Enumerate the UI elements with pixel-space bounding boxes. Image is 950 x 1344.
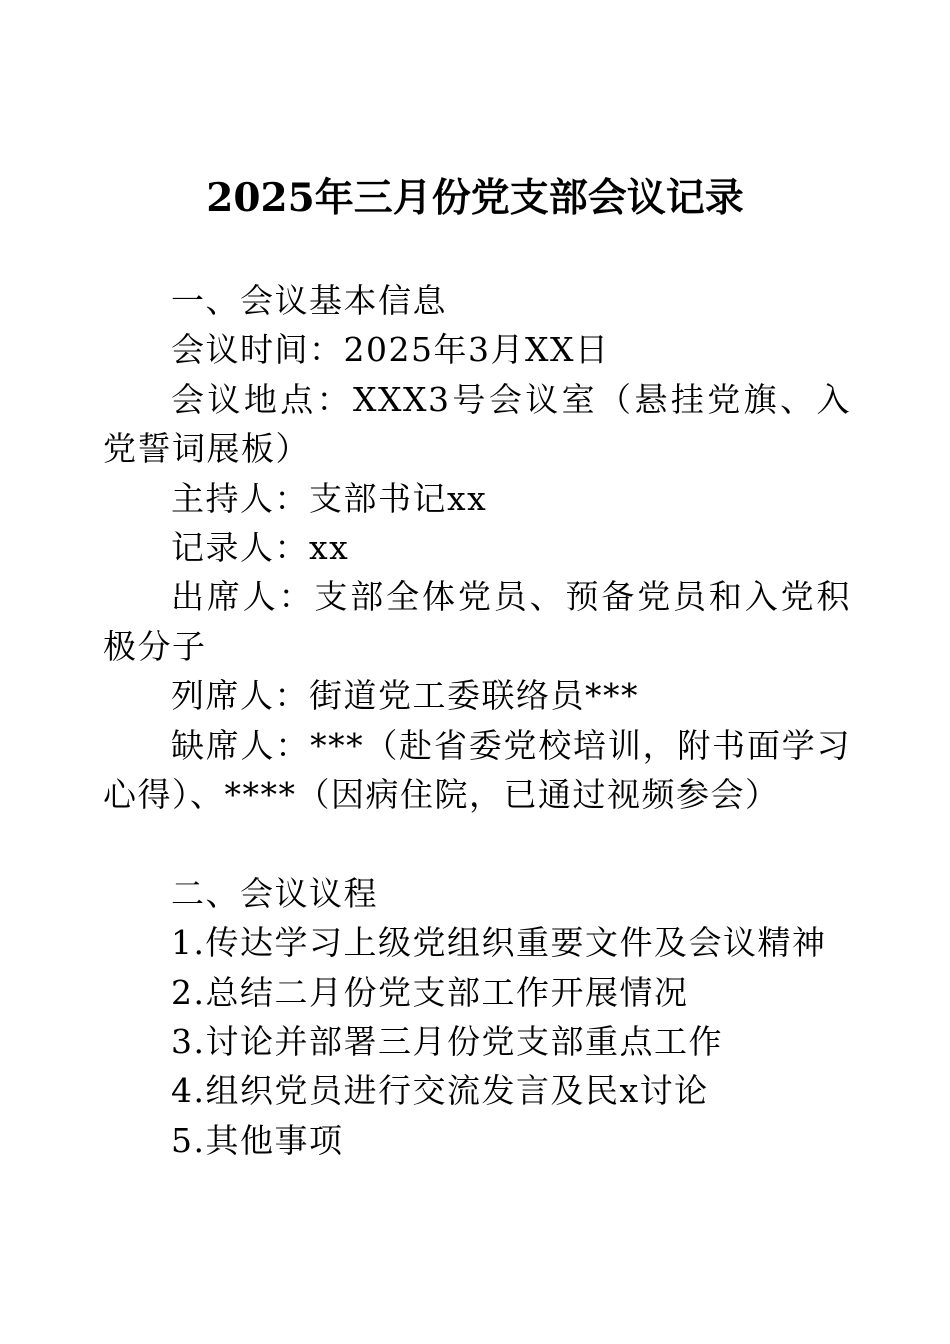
document-title: 2025年三月份党支部会议记录 [206,175,744,221]
meeting-absentees: 缺席人：***（赴省委党校培训，附书面学习心得）、****（因病住院，已通过视频参会） [103,725,851,815]
agenda-item: 2.总结二月份党支部工作开展情况 [171,972,689,1012]
agenda-item: 4.组织党员进行交流发言及民x讨论 [171,1071,709,1111]
meeting-host: 主持人：支部书记xx [171,478,488,518]
meeting-time: 会议时间：2025年3月XX日 [171,330,610,370]
section-heading-agenda: 二、会议议程 [171,873,378,913]
meeting-recorder: 记录人：xx [171,528,350,568]
meeting-attendees: 出席人：支部全体党员、预备党员和入党积极分子 [103,577,851,666]
section-spacer [103,819,851,868]
meeting-place: 会议地点：XXX3号会议室（悬挂党旗、入党誓词展板） [103,379,851,469]
section-heading-basic-info: 一、会议基本信息 [171,281,447,320]
document-body [103,276,851,1165]
agenda-item: 1.传达学习上级党组织重要文件及会议精神 [171,923,827,963]
meeting-observers: 列席人：街道党工委联络员*** [171,676,639,716]
agenda-item: 3.讨论并部署三月份党支部重点工作 [171,1022,723,1062]
agenda-item: 5.其他事项 [171,1120,344,1160]
